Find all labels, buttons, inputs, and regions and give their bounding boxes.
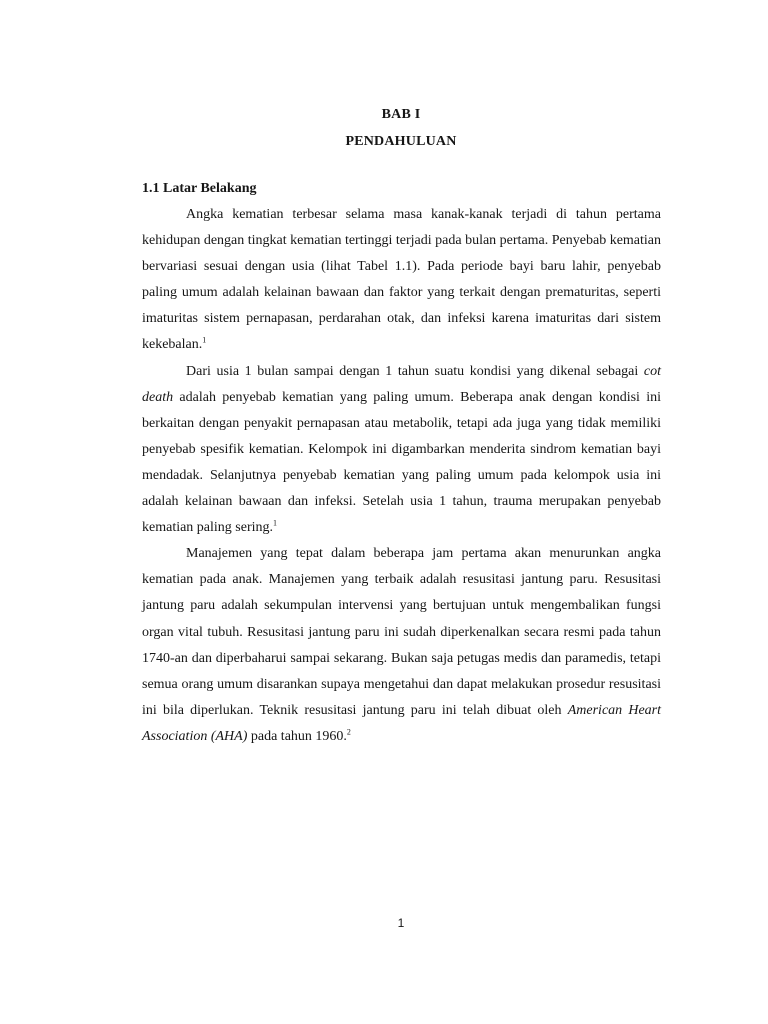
footnote-ref: 1 [202, 335, 207, 345]
paragraph-2 [142, 359, 661, 542]
italic-term: American Heart Association (AHA) [142, 702, 662, 744]
paragraph-3-text: Manajemen yang tepat dalam beberapa jam pertama akan menurunkan angka kematian pada anak. Manajemen yang terbaik adalah resusitasi jantung paru. Resusitasi jantung paru adalah sekumpulan intervensi yang bertujuan untuk mengembalikan fungsi organ vital tubuh. Resusitasi jantung paru ini sudah diperkenalkan secara resmi pada tahun 1740-an dan diperbaharui sampai sekarang. Bukan saja petugas medis dan paramedis, tetapi semua orang umum disarankan supaya mengetahui dan dapat melakukan prosedur resusitasi ini bila diperlukan. Teknik resusitasi jantung paru ini telah dibuat oleh [142, 546, 661, 718]
chapter-number: BAB I [381, 107, 421, 122]
paragraph-1-text: Angka kematian terbesar selama masa kanak-kanak terjadi di tahun pertama kehidupan dengan tingkat kematian tertinggi terjadi pada bulan pertama. Penyebab kematian bervariasi sesuai dengan usia (lihat Tabel 1.1). Pada periode bayi baru lahir, penyebab paling umum adalah kelainan bawaan dan faktor yang terkait dengan prematuritas, seperti imaturitas sistem pernapasan, perdarahan otak, dan infeksi karena imaturitas dari sistem kekebalan. [142, 207, 661, 353]
page-number: 1 [397, 916, 405, 930]
paragraph-3-tail: pada tahun 1960. [250, 728, 347, 744]
chapter-title: PENDAHULUAN [345, 134, 457, 149]
footnote-ref: 2 [346, 727, 351, 737]
paragraph-2-text: adalah penyebab kematian yang paling umum. Beberapa anak dengan kondisi ini berkaitan dengan penyakit pernapasan atau metabolik, tetapi ada juga yang tidak memiliki penyebab spesifik kematian. Kelompok ini digambarkan menderita sindrom kematian bayi mendadak. Selanjutnya penyebab kematian yang paling umum pada kelompok usia ini adalah kelainan bawaan dan infeksi. Setelah usia 1 tahun, trauma merupakan penyebab kematian paling sering. [142, 389, 662, 536]
italic-term: cot death [142, 363, 662, 405]
paragraph-2-intro: Dari usia 1 bulan sampai dengan 1 tahun suatu kondisi yang dikenal sebagai [186, 363, 639, 379]
footnote-ref: 1 [273, 518, 278, 528]
body-text [142, 202, 661, 750]
paragraph-3 [142, 541, 661, 750]
section-heading: 1.1 Latar Belakang [142, 181, 257, 196]
paragraph-1 [142, 202, 661, 359]
